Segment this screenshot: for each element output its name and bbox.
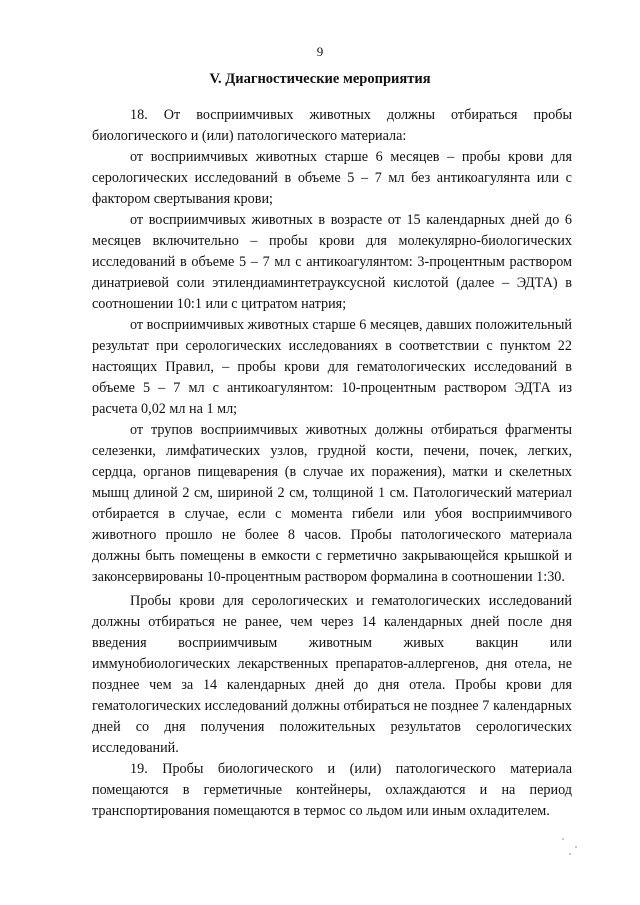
scan-artifact xyxy=(562,838,564,840)
paragraph-serology-samples: от восприимчивых животных старше 6 месяцев – пробы крови для серологических исследований в объеме 5 – 7 мл без антикоагулянта или с фактором свертывания крови; xyxy=(92,149,572,207)
paragraph-molecular-samples: от восприимчивых животных в возрасте от 15 календарных дней до 6 месяцев включительно – пробы крови для молекулярно-биологических исследований в объеме 5 – 7 мл с антикоагулянтом: 3-процентным раствором динатриевой соли этилендиаминтетрауксусной кислотой (далее – ЭДТА) в соотношении 10:1 или с цитратом натрия; xyxy=(92,212,572,312)
section-title: V. Диагностические мероприятия xyxy=(209,71,431,87)
paragraph-18-intro: 18. От восприимчивых животных должны отбираться пробы биологического и (или) патологического материала: xyxy=(92,107,572,144)
paragraph-sampling-timing: Пробы крови для серологических и гематологических исследований должны отбираться не ранее, чем через 14 календарных дней после дня введения восприимчивым животным живых вакцин или иммунобиологических лекарственных препаратов-аллергенов, дня отела, не позднее чем за 14 календарных дней до дня отела. Пробы крови для гематологических исследований должны отбираться не позднее 7 календарных дней со дня получения положительных результатов серологических исследований. xyxy=(92,593,572,756)
scan-artifact xyxy=(569,853,571,855)
paragraph-hematology-samples: от восприимчивых животных старше 6 месяцев, давших положительный результат при серологических исследованиях в соответствии с пунктом 22 настоящих Правил, – пробы крови для гематологических исследований в объеме 5 – 7 мл с антикоагулянтом: 10-процентным раствором ЭДТА из расчета 0,02 мл на 1 мл; xyxy=(92,317,572,417)
page-number: 9 xyxy=(316,44,324,59)
document-body xyxy=(92,105,572,822)
scan-artifact xyxy=(575,846,577,848)
paragraph-19-transport: 19. Пробы биологического и (или) патологического материала помещаются в герметичные контейнеры, охлаждаются и на период транспортирования помещаются в термос со льдом или иным охладителем. xyxy=(92,761,572,819)
paragraph-carcass-samples: от трупов восприимчивых животных должны отбираться фрагменты селезенки, лимфатических узлов, грудной кости, печени, почек, легких, сердца, органов пищеварения (в случае их поражения), матки и скелетных мышц длиной 2 см, шириной 2 см, толщиной 1 см. Патологический материал отбирается в случае, если с момента гибели или убоя восприимчивого животного прошло не более 8 часов. Пробы патологического материала должны быть помещены в емкости с герметично закрывающейся крышкой и законсервированы 10-процентным раствором формалина в соотношении 1:30. xyxy=(92,422,572,585)
